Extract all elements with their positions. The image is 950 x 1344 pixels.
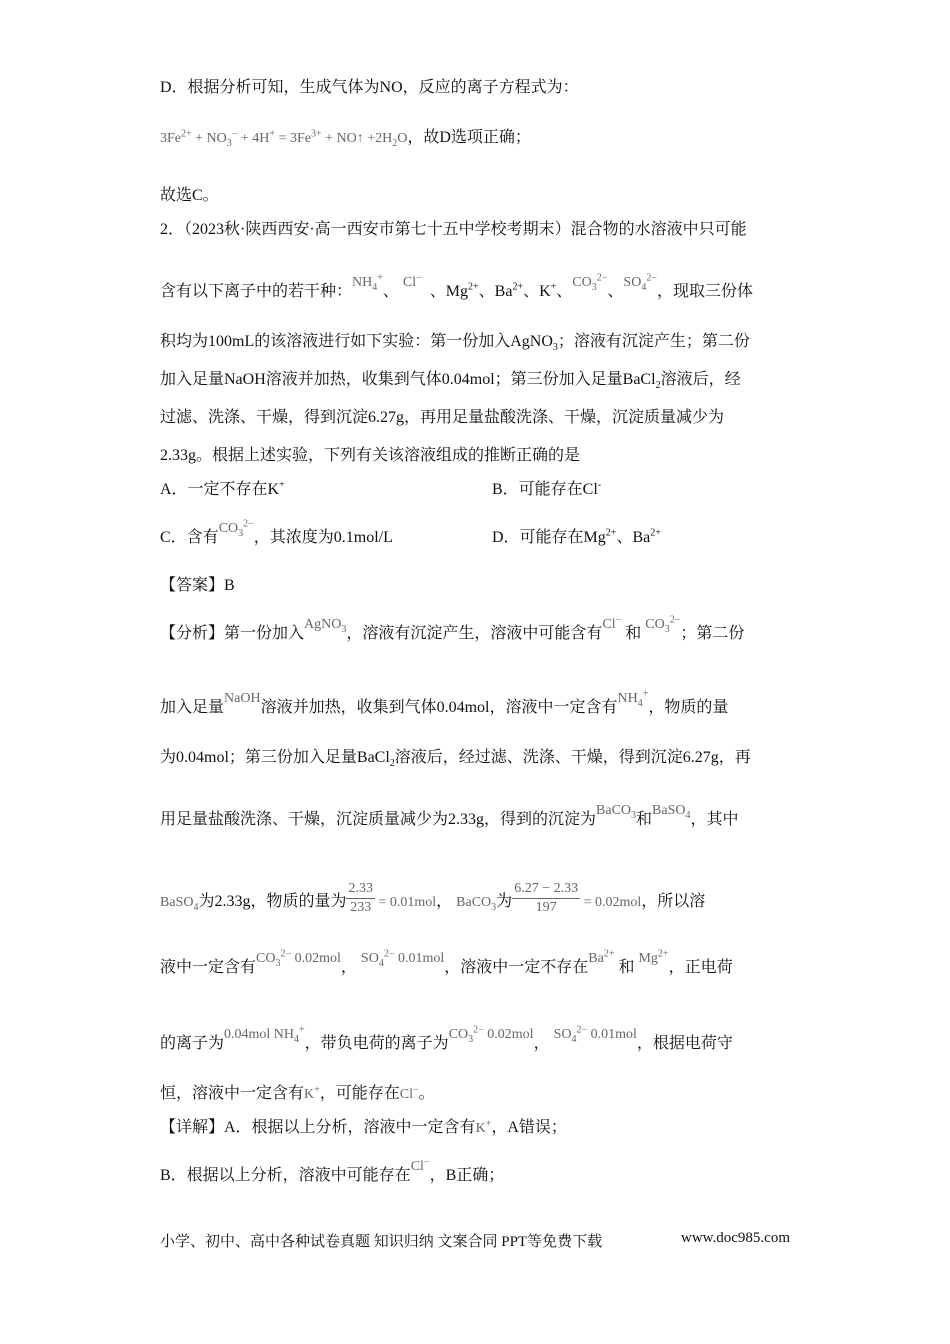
analysis-line-1: 【分析】第一份加入AgNO$_3$，溶液有沉淀产生，溶液中可能含有Cl− 和 $CO_3^{2-}$；第二份 [160, 614, 745, 642]
analysis-line-3: 为0.04mol；第三份加入足量BaCl$_2$溶液后，经过滤、洗涤、干燥，得到沉淀6.27g，再 [160, 749, 751, 770]
analysis-line-5: BaSO$_4$为2.33g，物质的量为 $\frac{2.33}{233}$ = 0.01mol， BaCO$_3$为 $\frac{6.27 - 2.33}{197}$ = 0.02mol，所以溶 [160, 881, 706, 915]
analysis-line-6: 液中一定含有$CO_3^{2-}$ 0.02mol， $SO_4^{2-}$ 0.01mol，溶液中一定不存在$Ba^{2+}$ 和 $Mg^{2+}$，正电荷 [160, 948, 733, 976]
question-2-line-4: 加入足量NaOH溶液并加热，收集到气体0.04mol；第三份加入足量BaCl$_2$溶液后，经 [160, 371, 741, 392]
option-c: C．含有$CO_3^{2-}$，其浓度为0.1mol/L [160, 518, 393, 546]
option-d-text: D．根据分析可知，生成气体为NO，反应的离子方程式为： [160, 79, 579, 96]
question-2-line-2: 含有以下离子中的若干种：$NH_4^+$、 Cl− 、$Mg^{2+}$、$Ba^{2+}$、K+、$CO_3^{2-}$、$SO_4^{2-}$，现取三份体 [160, 272, 753, 300]
answer: 【答案】B [160, 577, 235, 594]
analysis-line-8: 恒，溶液中一定含有K+，可能存在Cl−。 [160, 1084, 435, 1102]
fraction-baso4: $\frac{2.33}{233}$ [348, 881, 373, 915]
question-2-line-5: 过滤、洗涤、干燥，得到沉淀6.27g，再用足量盐酸洗涤、干燥，沉淀质量减少为 [160, 409, 725, 426]
analysis-line-4: 用足量盐酸洗涤、干燥，沉淀质量减少为2.33g，得到的沉淀为BaCO$_3$和BaSO$_4$，其中 [160, 803, 739, 828]
question-2-line-1: 2．（2023秋·陕西西安·高一西安市第七十五中学校考期末）混合物的水溶液中只可能 [160, 221, 747, 238]
ionic-equation-line: $3Fe^{2+} + NO_3^- + 4H^+ = 3Fe^{3+}$ + NO↑ $+2H_2O$，故D选项正确； [160, 128, 531, 149]
ionic-equation: $3Fe^{2+} + NO_3^- + 4H^+ = 3Fe^{3+}$ + NO↑ $+2H_2O$ [160, 128, 408, 149]
footer-text: 小学、初中、高中各种试卷真题 知识归纳 文案合同 PPT等免费下载 [160, 1234, 603, 1250]
page-footer [160, 1230, 790, 1251]
detail-b: B．根据以上分析，溶液中可能存在Cl−，B正确； [160, 1156, 505, 1184]
option-a: A．一定不存在K+ [160, 479, 285, 498]
question-2-line-6: 2.33g。根据上述实验，下列有关该溶液组成的推断正确的是 [160, 447, 581, 464]
option-d: D．可能存在$Mg^{2+}$、$Ba^{2+}$ [492, 527, 661, 546]
footer-url[interactable]: www.doc985.com [680, 1230, 790, 1246]
analysis-line-2: 加入足量NaOH溶液并加热，收集到气体0.04mol，溶液中一定含有$NH_4^+$，物质的量 [160, 688, 729, 716]
detail-a: 【详解】A．根据以上分析，溶液中一定含有K+，A错误； [160, 1118, 567, 1136]
question-2-line-3: 积均为100mL的该溶液进行如下实验：第一份加入AgNO$_3$；溶液有沉淀产生；第二份 [160, 333, 750, 354]
option-b: B．可能存在Cl- [492, 479, 602, 498]
choose-c-text: 故选C。 [160, 187, 219, 204]
fraction-baco3: $\frac{6.27 - 2.33}{197}$ [514, 881, 579, 915]
analysis-line-7: 的离子为0.04mol $NH_4^+$，带负电荷的离子为$CO_3^{2-}$ 0.02mol， $SO_4^{2-}$ 0.01mol，根据电荷守 [160, 1024, 733, 1052]
